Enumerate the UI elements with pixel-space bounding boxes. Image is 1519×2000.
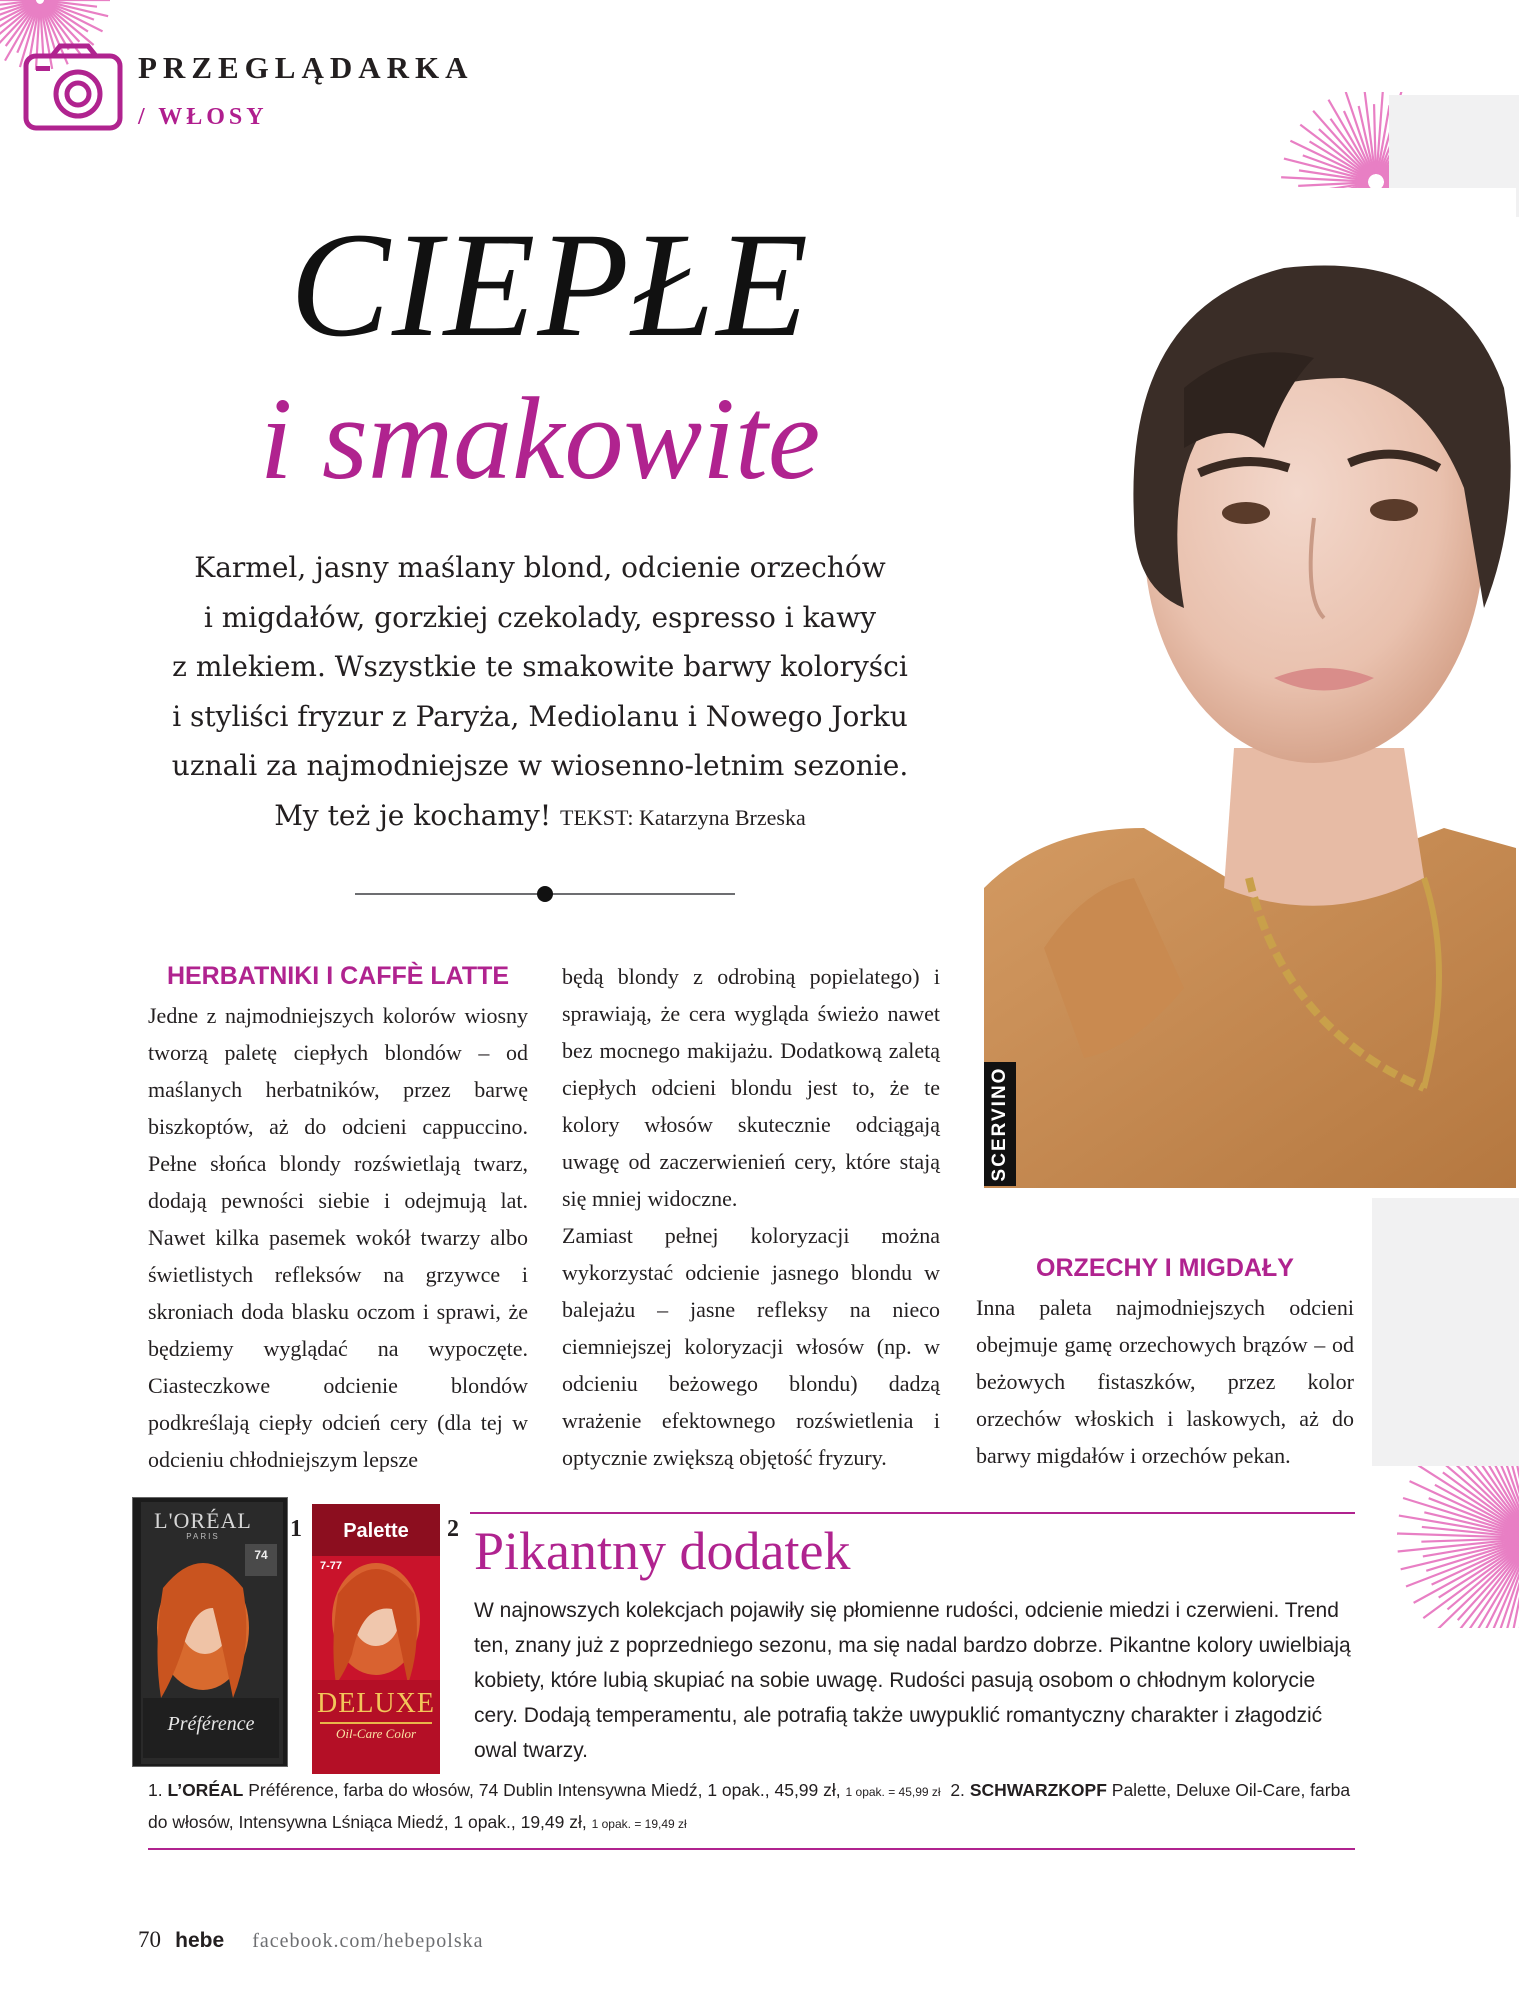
- page-number: 70: [138, 1927, 161, 1952]
- product-description: Palette, Deluxe Oil-Care, farba do włosów, Intensywna Lśniąca Miedź, 1 opak.,: [148, 1780, 1351, 1832]
- lead-line: uznali za najmodniejsze w wiosenno-letnim sezonie.: [171, 749, 909, 782]
- camera-icon: [22, 40, 126, 132]
- body-paragraph: będą blondy z odrobiną popielatego) i sprawiają, że cera wygląda świeżo nawet bez mocnego makijażu. Dodatkową zaletą ciepłych odcieni blondu jest to, że te kolory włosów skutecznie odciągają uwagę od zaczerwienień cery, które stają się mniej widoczne.: [562, 964, 940, 1211]
- product-prefix: 1.: [148, 1780, 163, 1800]
- product-price: 19,49 zł,: [520, 1812, 587, 1832]
- lead-line: z mlekiem. Wszystkie te smakowite barwy koloryści: [172, 650, 908, 683]
- section-kicker: PRZEGLĄDARKA: [138, 50, 474, 85]
- product-unit-price: 1 opak. = 19,49 zł: [591, 1817, 687, 1831]
- box-rule-bottom: [148, 1848, 1355, 1850]
- section-heading: ORZECHY I MIGDAŁY: [1036, 1254, 1294, 1282]
- product-brand: SCHWARZKOPF: [969, 1780, 1107, 1800]
- box-brand-text: Palette: [343, 1520, 409, 1542]
- sidebar-text: W najnowszych kolekcjach pojawiły się płomienne rudości, odcienie miedzi i czerwieni. Trend ten, znany już z poprzedniego sezonu, ma się nadal bardzo dobrze. Pikantne kolory uwielbiają kobiety, które lubią skupiać na sobie uwagę. Rudości pasują osobom o chłodnym kolorycie cery. Dodają temperamentu, ale potrafią także uwypuklić romantyczny charakter i złagodzić owal twarzy.: [474, 1599, 1351, 1762]
- product-prefix: 2.: [950, 1780, 965, 1800]
- box-rule-top: [470, 1512, 1355, 1514]
- box-brand-text: L'ORÉAL: [154, 1508, 252, 1533]
- model-photo: [984, 188, 1516, 1188]
- sidebar-title: Pikantny dodatek: [474, 1521, 851, 1581]
- article-column-3: [976, 1250, 1354, 1474]
- lead-line: i styliści fryzur z Paryża, Mediolanu i Nowego Jorku: [172, 699, 908, 733]
- box-sub-text: PARIS: [186, 1532, 220, 1541]
- facebook-link[interactable]: facebook.com/hebepolska: [252, 1930, 484, 1952]
- article-column-2: [562, 958, 940, 1476]
- lead-last-line: My też je kochamy!: [274, 798, 552, 832]
- footer-brand: hebe: [175, 1929, 225, 1952]
- divider-dot: [537, 886, 553, 902]
- product-number: 1: [290, 1516, 302, 1542]
- section-subcategory: / WŁOSY: [138, 104, 268, 130]
- lead-line: i migdałów, gorzkiej czekolady, espresso i kawy: [203, 600, 877, 634]
- box-shade-text: 7-77: [320, 1560, 343, 1572]
- box-line-text: DELUXE: [317, 1688, 435, 1719]
- product-box-palette: [312, 1504, 440, 1774]
- lead-line: [140, 791, 940, 843]
- burst-decoration-bottom-right: [1382, 1448, 1519, 1628]
- product-brand: L’ORÉAL: [167, 1780, 244, 1800]
- box-sub-text: Oil-Care Color: [335, 1726, 417, 1741]
- headline-title: CIEPŁE: [289, 202, 811, 368]
- lead-paragraph: [140, 543, 940, 842]
- author-credit: TEKST: Katarzyna Brzeska: [560, 804, 806, 830]
- lead-line: Karmel, jasny maślany blond, odcienie orzechów: [194, 551, 886, 584]
- body-paragraph: Inna paleta najmodniejszych odcieni obejmuje gamę orzechowych brązów – od beżowych fistaszków, przez kolor orzechów włoskich i laskowych, aż do barwy migdałów i orzechów pekan.: [976, 1295, 1354, 1468]
- body-paragraph: Zamiast pełnej koloryzacji można wykorzystać odcienie jasnego blondu w balejażu – jasne refleksy na nieco ciemniejszej koloryzacji włosów (np. w odcieniu beżowego blondu) dadzą wrażenie efektownego rozświetlenia i optycznie zwiększą objętość fryzury.: [562, 1223, 940, 1470]
- body-paragraph: Jedne z najmodniejszych kolorów wiosny tworzą paletę ciepłych blondów – od maślanych herbatników, przez barwę biszkoptów, aż do odcieni cappuccino. Pełne słońca blondy rozświetlają twarz, dodają pewności siebie i odejmują lat. Nawet kilka pasemek wokół twarzy albo świetlistych refleksów na grzywce i skroniach doda blasku oczom i sprawi, że będziemy wyglądać na wypoczęte. Ciasteczkowe odcienie blondów podkreślają ciepły odcień cery (dla tej w odcieniu chłodniejszym lepsze: [148, 1003, 528, 1472]
- grey-tab-middle: [1372, 1198, 1519, 1466]
- photo-credit-badge: [984, 1062, 1016, 1186]
- box-shade-text: 74: [254, 1548, 268, 1562]
- product-unit-price: 1 opak. = 45,99 zł: [845, 1785, 941, 1799]
- box-product-name: Préférence: [167, 1713, 255, 1735]
- product-box-loreal: [132, 1497, 288, 1767]
- product-description: Préférence, farba do włosów, 74 Dublin Intensywna Miedź, 1 opak.,: [248, 1780, 770, 1800]
- product-price: 45,99 zł,: [774, 1780, 841, 1800]
- page-footer: [138, 1927, 484, 1953]
- article-column-1: [148, 958, 528, 1478]
- headline-subtitle: i smakowite: [259, 373, 821, 504]
- product-list: [148, 1775, 1363, 1839]
- photo-credit-text: SCERVINO: [989, 1066, 1010, 1182]
- product-number: 2: [447, 1516, 459, 1542]
- section-heading: HERBATNIKI I CAFFÈ LATTE: [166, 962, 510, 990]
